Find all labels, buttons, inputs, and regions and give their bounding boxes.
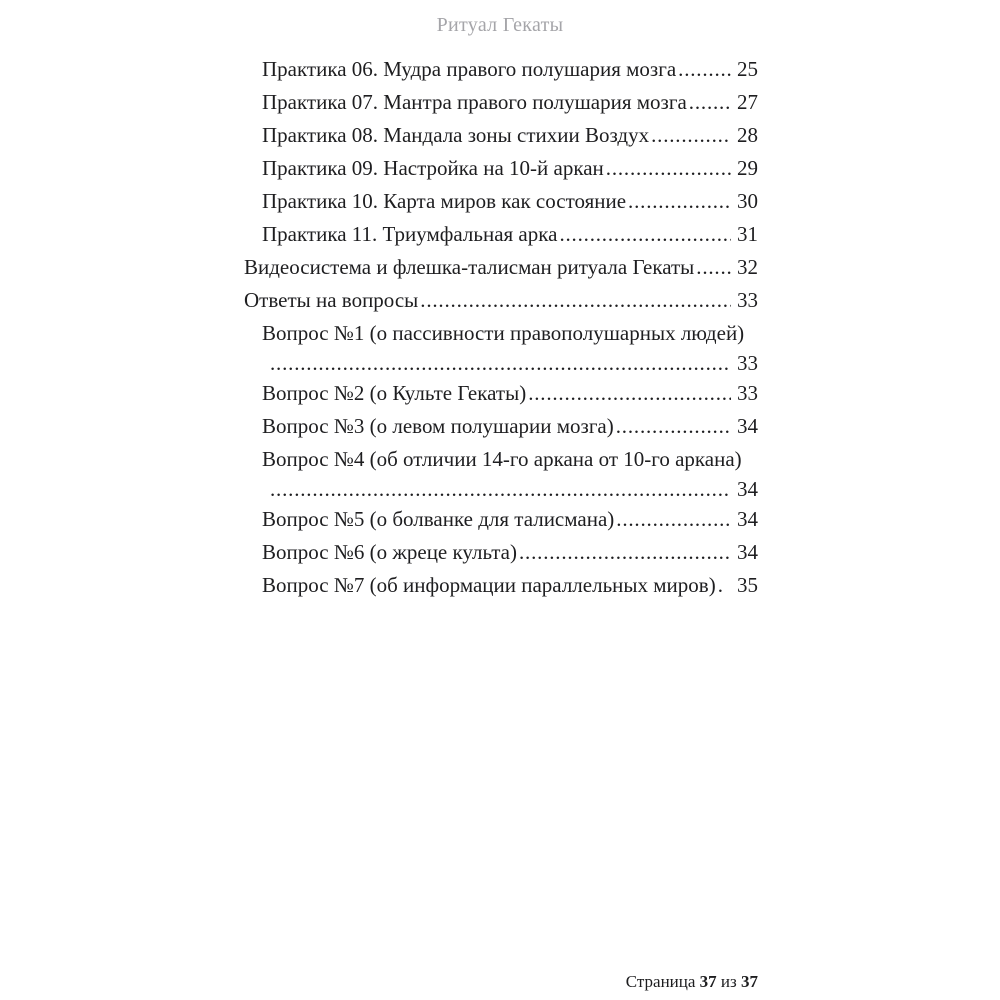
footer-of-word: из (720, 972, 737, 991)
toc-entry-label: Ответы на вопросы (244, 288, 419, 312)
toc-entry-page: 34 (737, 414, 758, 438)
footer-page-label: Страница (625, 972, 696, 991)
toc-entry-page: 30 (737, 189, 758, 213)
toc-entry-page: 34 (737, 507, 758, 531)
toc-entry-label: Вопрос №4 (об отличии 14-го аркана от 10-го аркана) (262, 447, 742, 471)
toc-entry-label: Практика 09. Настройка на 10-й аркан (262, 156, 604, 180)
toc-entry[interactable] (244, 119, 758, 152)
toc-leader-dots (616, 503, 731, 536)
toc-leader-dots (270, 350, 731, 377)
toc-leader-dots (696, 251, 731, 284)
toc-entry-page: 33 (737, 351, 758, 375)
toc-leader-dots (519, 536, 731, 569)
toc-entry[interactable] (244, 86, 758, 119)
toc-leader-dots (651, 119, 731, 152)
toc-entry[interactable] (244, 443, 758, 476)
toc-entry-label: Вопрос №3 (о левом полушарии мозга) (262, 414, 614, 438)
toc-entry-label: Вопрос №7 (об информации параллельных миров) (262, 573, 716, 597)
toc-entry[interactable] (244, 569, 758, 602)
toc-entry[interactable] (244, 503, 758, 536)
toc-entry-page: 35 (737, 573, 758, 597)
toc-leader-dots (616, 410, 731, 443)
page-header-title: Ритуал Гекаты (436, 14, 564, 36)
toc-entry-label: Практика 07. Мантра правого полушария мозга (262, 90, 687, 114)
toc-entry[interactable] (244, 284, 758, 317)
toc-entry-page: 31 (737, 222, 758, 246)
toc-entry-label: Практика 10. Карта миров как состояние (262, 189, 627, 213)
toc-leader-dots (270, 476, 731, 503)
footer-current-page: 37 (699, 972, 717, 991)
toc-entry[interactable] (244, 410, 758, 443)
toc-leader-dots (678, 53, 731, 86)
toc-entry[interactable] (244, 152, 758, 185)
toc-leader-dots (628, 185, 731, 218)
toc-entry-page: 29 (737, 156, 758, 180)
toc-entry-page: 28 (737, 123, 758, 147)
toc-entry-label: Практика 08. Мандала зоны стихии Воздух (262, 123, 650, 147)
toc-entry-page: 33 (737, 288, 758, 312)
toc-entry-label: Вопрос №1 (о пассивности правополушарных людей) (262, 321, 745, 345)
toc-entry-page: 32 (737, 255, 758, 279)
toc-entry-label: Практика 06. Мудра правого полушария мозга (262, 57, 677, 81)
toc-leader-dots (559, 218, 731, 251)
toc-leader-dots (420, 284, 731, 317)
table-of-contents (244, 53, 758, 602)
toc-entry-page: 33 (737, 381, 758, 405)
footer-total-pages: 37 (741, 972, 758, 991)
toc-entry-label: Практика 11. Триумфальная арка (262, 222, 558, 246)
toc-entry[interactable] (244, 251, 758, 284)
toc-entry-label: Вопрос №5 (о болванке для талисмана) (262, 507, 615, 531)
page-number-indicator (244, 972, 758, 992)
toc-entry[interactable] (244, 350, 758, 377)
toc-entry-label: Видеосистема и флешка-талисман ритуала Гекаты (244, 255, 695, 279)
toc-entry-page: 25 (737, 57, 758, 81)
toc-entry[interactable] (244, 218, 758, 251)
toc-entry-label: Вопрос №6 (о жреце культа) (262, 540, 517, 564)
toc-entry[interactable] (244, 377, 758, 410)
toc-leader-dots (689, 86, 731, 119)
toc-entry[interactable] (244, 536, 758, 569)
toc-entry-label: Вопрос №2 (о Культе Гекаты) (262, 381, 527, 405)
toc-entry-page: 34 (737, 477, 758, 501)
toc-entry[interactable] (244, 185, 758, 218)
toc-entry-page: 27 (737, 90, 758, 114)
toc-entry[interactable] (244, 476, 758, 503)
toc-leader-dots (528, 377, 731, 410)
toc-entry[interactable] (244, 317, 758, 350)
toc-entry[interactable] (244, 53, 758, 86)
toc-entry-page: 34 (737, 540, 758, 564)
toc-leader-dots (718, 569, 731, 602)
toc-leader-dots (606, 152, 731, 185)
